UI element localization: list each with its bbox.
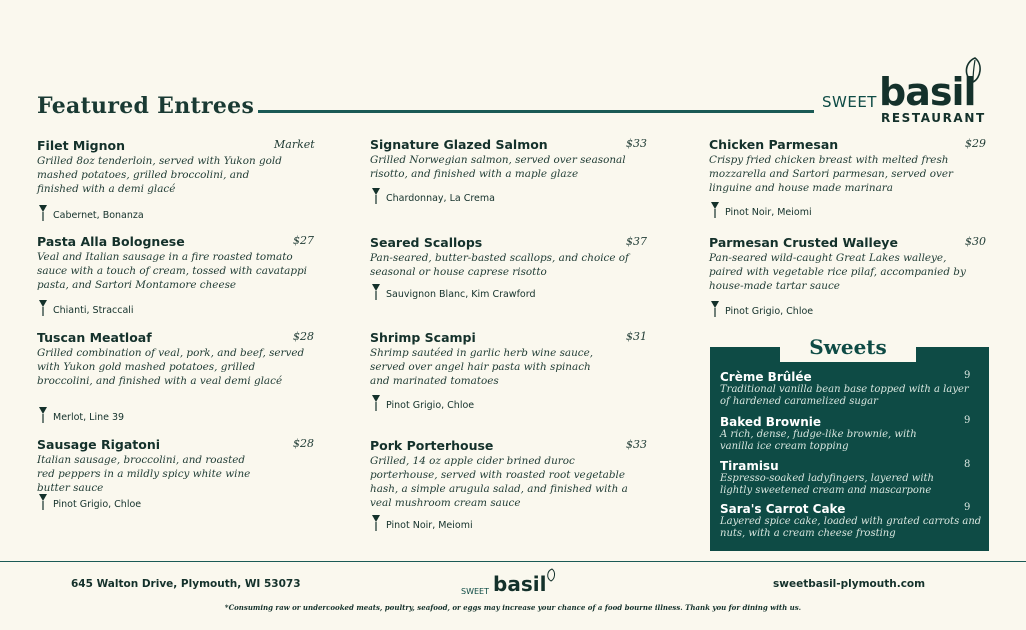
sweets-panel xyxy=(710,347,989,551)
menu-item xyxy=(370,235,650,300)
logo-sweet: SWEET xyxy=(822,93,877,111)
footer-disclaimer: *Consuming raw or undercooked meats, poultry, seafood, or eggs may increase your chance of a food bourne illness. Thank you for dining with us. xyxy=(224,603,802,612)
wine-label: Merlot, Line 39 xyxy=(53,412,125,423)
item-name: Tuscan Meatloaf xyxy=(37,330,152,345)
footer-logo-basil: basil xyxy=(493,572,547,596)
dessert-description: Traditional vanilla bean base topped with a layer of hardened caramelized sugar xyxy=(720,384,969,407)
item-name: Parmesan Crusted Walleye xyxy=(709,235,898,250)
dessert-description: A rich, dense, fudge-like brownie, with vanilla ice cream topping xyxy=(720,429,917,452)
menu-item xyxy=(37,437,317,510)
item-price: $27 xyxy=(293,234,314,247)
item-price: $29 xyxy=(965,137,986,150)
wine-label: Pinot Grigio, Chloe xyxy=(53,499,142,510)
wine-glass-icon xyxy=(38,406,48,424)
footer-logo xyxy=(461,568,561,598)
menu-item xyxy=(709,137,989,218)
wine-glass-icon xyxy=(371,187,381,205)
item-description: Grilled, 14 oz apple cider brined duroc porterhouse, served with roasted root vegetable hash, a simple arugula salad, and finished with a veal mushroom cream sauce xyxy=(370,455,628,509)
restaurant-logo xyxy=(820,56,995,126)
item-name: Pork Porterhouse xyxy=(370,438,494,453)
dessert-price: 9 xyxy=(964,370,971,381)
wine-glass-icon xyxy=(710,300,720,318)
item-price: $28 xyxy=(293,330,314,343)
wine-label: Pinot Noir, Meiomi xyxy=(386,520,473,531)
menu-item xyxy=(37,138,317,221)
footer-rule xyxy=(0,561,1026,562)
wine-label: Sauvignon Blanc, Kim Crawford xyxy=(386,289,536,300)
item-name: Pasta Alla Bolognese xyxy=(37,234,185,249)
logo-basil: basil xyxy=(879,70,976,114)
item-price: $37 xyxy=(626,235,647,248)
menu-item xyxy=(370,137,650,204)
wine-label: Chianti, Straccali xyxy=(53,305,134,316)
item-price: $33 xyxy=(626,137,647,150)
menu-item xyxy=(370,438,650,531)
item-price: $31 xyxy=(626,330,647,343)
item-description: Pan-seared wild-caught Great Lakes walleye, paired with vegetable rice pilaf, accompanied by house-made tartar sauce xyxy=(709,252,966,292)
dessert-item xyxy=(720,459,978,497)
dessert-name: Baked Brownie xyxy=(720,415,821,429)
item-name: Seared Scallops xyxy=(370,235,483,250)
leaf-icon xyxy=(545,568,557,582)
wine-glass-icon xyxy=(371,394,381,412)
wine-label: Pinot Grigio, Chloe xyxy=(725,306,814,317)
dessert-name: Sara's Carrot Cake xyxy=(720,502,846,516)
dessert-name: Crème Brûlée xyxy=(720,370,812,384)
item-description: Grilled Norwegian salmon, served over seasonal risotto, and finished with a maple glaze xyxy=(370,154,626,180)
item-description: Shrimp sautéed in garlic herb wine sauce, served over angel hair pasta with spinach and marinated tomatoes xyxy=(370,347,594,387)
menu-item xyxy=(709,235,989,317)
wine-label: Chardonnay, La Crema xyxy=(386,193,495,204)
item-name: Signature Glazed Salmon xyxy=(370,137,548,152)
wine-glass-icon xyxy=(710,201,720,219)
dessert-name: Tiramisu xyxy=(720,459,779,473)
dessert-price: 8 xyxy=(964,459,971,470)
item-name: Shrimp Scampi xyxy=(370,330,476,345)
sweets-title: Sweets xyxy=(780,336,916,362)
dessert-price: 9 xyxy=(964,502,971,513)
item-price: Market xyxy=(274,138,315,151)
menu-item xyxy=(37,330,317,423)
footer-website: sweetbasil-plymouth.com xyxy=(773,578,926,590)
title-rule xyxy=(258,110,814,113)
menu-item xyxy=(37,234,317,316)
dessert-description: Layered spice cake, loaded with grated carrots and nuts, with a cream cheese frosting xyxy=(720,516,982,539)
wine-glass-icon xyxy=(38,204,48,222)
item-name: Sausage Rigatoni xyxy=(37,437,161,452)
item-description: Grilled 8oz tenderloin, served with Yukon gold mashed potatoes, grilled broccolini, and finished with a demi glacé xyxy=(37,155,282,195)
item-price: $30 xyxy=(965,235,986,248)
item-price: $28 xyxy=(293,437,314,450)
footer-address: 645 Walton Drive, Plymouth, WI 53073 xyxy=(71,578,301,590)
wine-label: Cabernet, Bonanza xyxy=(53,210,144,221)
item-price: $33 xyxy=(626,438,647,451)
dessert-item xyxy=(720,502,982,540)
item-description: Crispy fried chicken breast with melted fresh mozzarella and Sartori parmesan, served over linguine and house made marinara xyxy=(709,154,953,194)
wine-glass-icon xyxy=(38,493,48,511)
dessert-item xyxy=(720,370,978,408)
wine-label: Pinot Grigio, Chloe xyxy=(386,400,475,411)
footer-logo-sweet: SWEET xyxy=(461,587,489,596)
wine-glass-icon xyxy=(371,283,381,301)
item-description: Veal and Italian sausage in a fire roasted tomato sauce with a touch of cream, tossed with cavatappi pasta, and Sartori Montamore cheese xyxy=(37,251,307,291)
dessert-price: 9 xyxy=(964,415,971,426)
item-description: Grilled combination of veal, pork, and beef, served with Yukon gold mashed potatoes, grilled broccolini, and finished with a veal demi glacé xyxy=(37,347,305,387)
wine-label: Pinot Noir, Meiomi xyxy=(725,207,812,218)
item-name: Filet Mignon xyxy=(37,138,125,153)
page-title: Featured Entrees xyxy=(37,93,255,119)
item-name: Chicken Parmesan xyxy=(709,137,839,152)
item-description: Pan-seared, butter-basted scallops, and choice of seasonal or house caprese risotto xyxy=(370,252,629,278)
logo-restaurant: RESTAURANT xyxy=(881,111,986,125)
item-description: Italian sausage, broccolini, and roasted red peppers in a mildly spicy white wine butter sauce xyxy=(37,454,251,494)
dessert-description: Espresso-soaked ladyfingers, layered with lightly sweetened cream and mascarpone xyxy=(720,473,934,496)
wine-glass-icon xyxy=(371,514,381,532)
menu-item xyxy=(370,330,650,411)
dessert-item xyxy=(720,415,978,453)
wine-glass-icon xyxy=(38,299,48,317)
